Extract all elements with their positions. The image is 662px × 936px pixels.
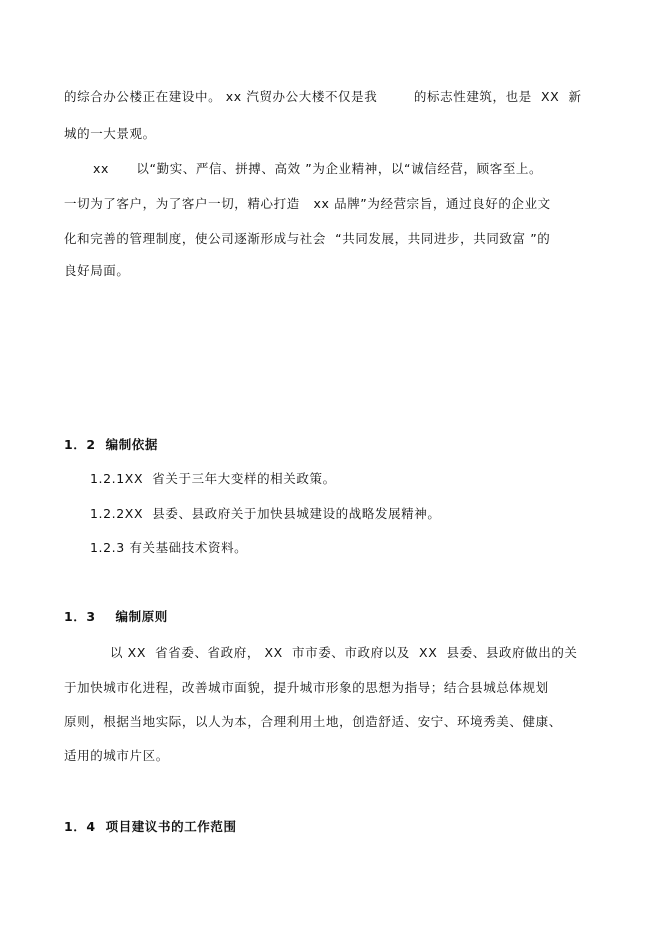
principle-line-4: 适用的城市片区。 bbox=[64, 748, 169, 763]
section-heading-1-3: 1．3 编制原则 bbox=[64, 609, 168, 624]
section-heading-1-4: 1．4 项目建议书的工作范围 bbox=[64, 819, 237, 834]
intro-line-5: 化和完善的管理制度，使公司逐渐形成与社会 “共同发展，共同进步，共同致富 ”的 bbox=[64, 231, 551, 246]
list-item: 1.2.1XX 省关于三年大变样的相关政策。 bbox=[90, 471, 336, 486]
principle-line-1: 以 XX 省省委、省政府， XX 市市委、市政府以及 XX 县委、县政府做出的关 bbox=[110, 645, 578, 660]
list-item: 1.2.2XX 县委、县政府关于加快县城建设的战略发展精神。 bbox=[90, 506, 441, 521]
section-heading-1-2: 1．2 编制依据 bbox=[64, 437, 158, 452]
intro-line-6: 良好局面。 bbox=[64, 263, 130, 278]
intro-line-1: 的综合办公楼正在建设中。 xx 汽贸办公大楼不仅是我 的标志性建筑，也是 XX 新 bbox=[64, 89, 582, 104]
intro-line-2: 城的一大景观。 bbox=[64, 126, 156, 141]
intro-line-3: xx 以“勤实、严信、拼搏、高效 ”为企业精神，以“诚信经营，顾客至上。 bbox=[93, 161, 543, 176]
intro-line-4: 一切为了客户，为了客户一切，精心打造 xx 品牌”为经营宗旨，通过良好的企业文 bbox=[64, 196, 551, 211]
principle-line-2: 于加快城市化进程，改善城市面貌，提升城市形象的思想为指导；结合县城总体规划 bbox=[64, 680, 549, 695]
principle-line-3: 原则，根据当地实际，以人为本，合理利用土地，创造舒适、安宁、环境秀美、健康、 bbox=[64, 714, 562, 729]
list-item: 1.2.3 有关基础技术资料。 bbox=[90, 540, 248, 555]
